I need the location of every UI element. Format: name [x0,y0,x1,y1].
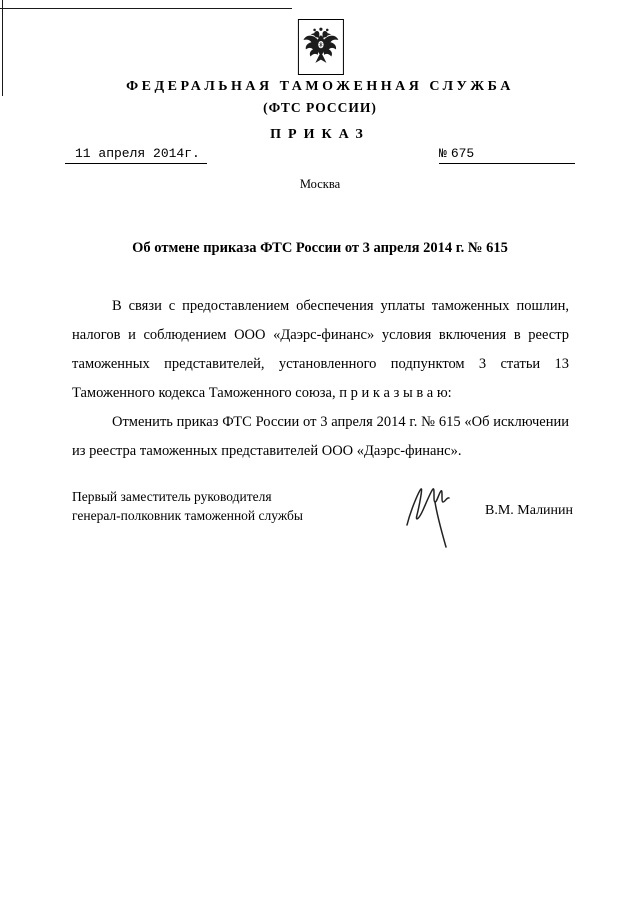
double-headed-eagle-icon [302,25,340,69]
document-date: 11 апреля 2014г. [65,146,207,164]
body-paragraph-2: Отменить приказ ФТС России от 3 апреля 2014 г. № 615 «Об исключении из реестра таможенных представителей ООО «Даэрс-финанс». [72,414,569,459]
number-value: 675 [450,146,475,161]
document-type-heading: ПРИКАЗ [270,127,370,142]
org-short-name: (ФТС РОССИИ) [263,100,377,115]
document-number [439,146,575,164]
document-title: Об отмене приказа ФТС России от 3 апреля 2014 г. № 615 [132,240,508,256]
date-number-row [65,146,575,164]
signer-position-line1: Первый заместитель руководителя [72,489,272,504]
org-name: ФЕДЕРАЛЬНАЯ ТАМОЖЕННАЯ СЛУЖБА [126,79,514,94]
number-sign: № [439,146,447,161]
handwritten-signature-icon [395,479,475,557]
document-body [72,292,569,466]
signer-position-line2: генерал-полковник таможенной службы [72,508,303,523]
signer-name: В.М. Малинин [485,503,574,518]
body-paragraph-1: В связи с предоставлением обеспечения уплаты таможенных пошлин, налогов и соблюдением ООО «Даэрс-финанс» условия включения в реестр таможенных представителей, установленного подпунктом 3 статьи 13 Таможенного кодекса Таможенного союза, п р и к а з ы в а ю: [72,298,569,401]
coat-of-arms [298,19,344,75]
signer-position [72,487,303,525]
city-label: Москва [299,177,341,191]
scan-artifact-top [0,8,292,9]
signature-block [72,487,590,567]
